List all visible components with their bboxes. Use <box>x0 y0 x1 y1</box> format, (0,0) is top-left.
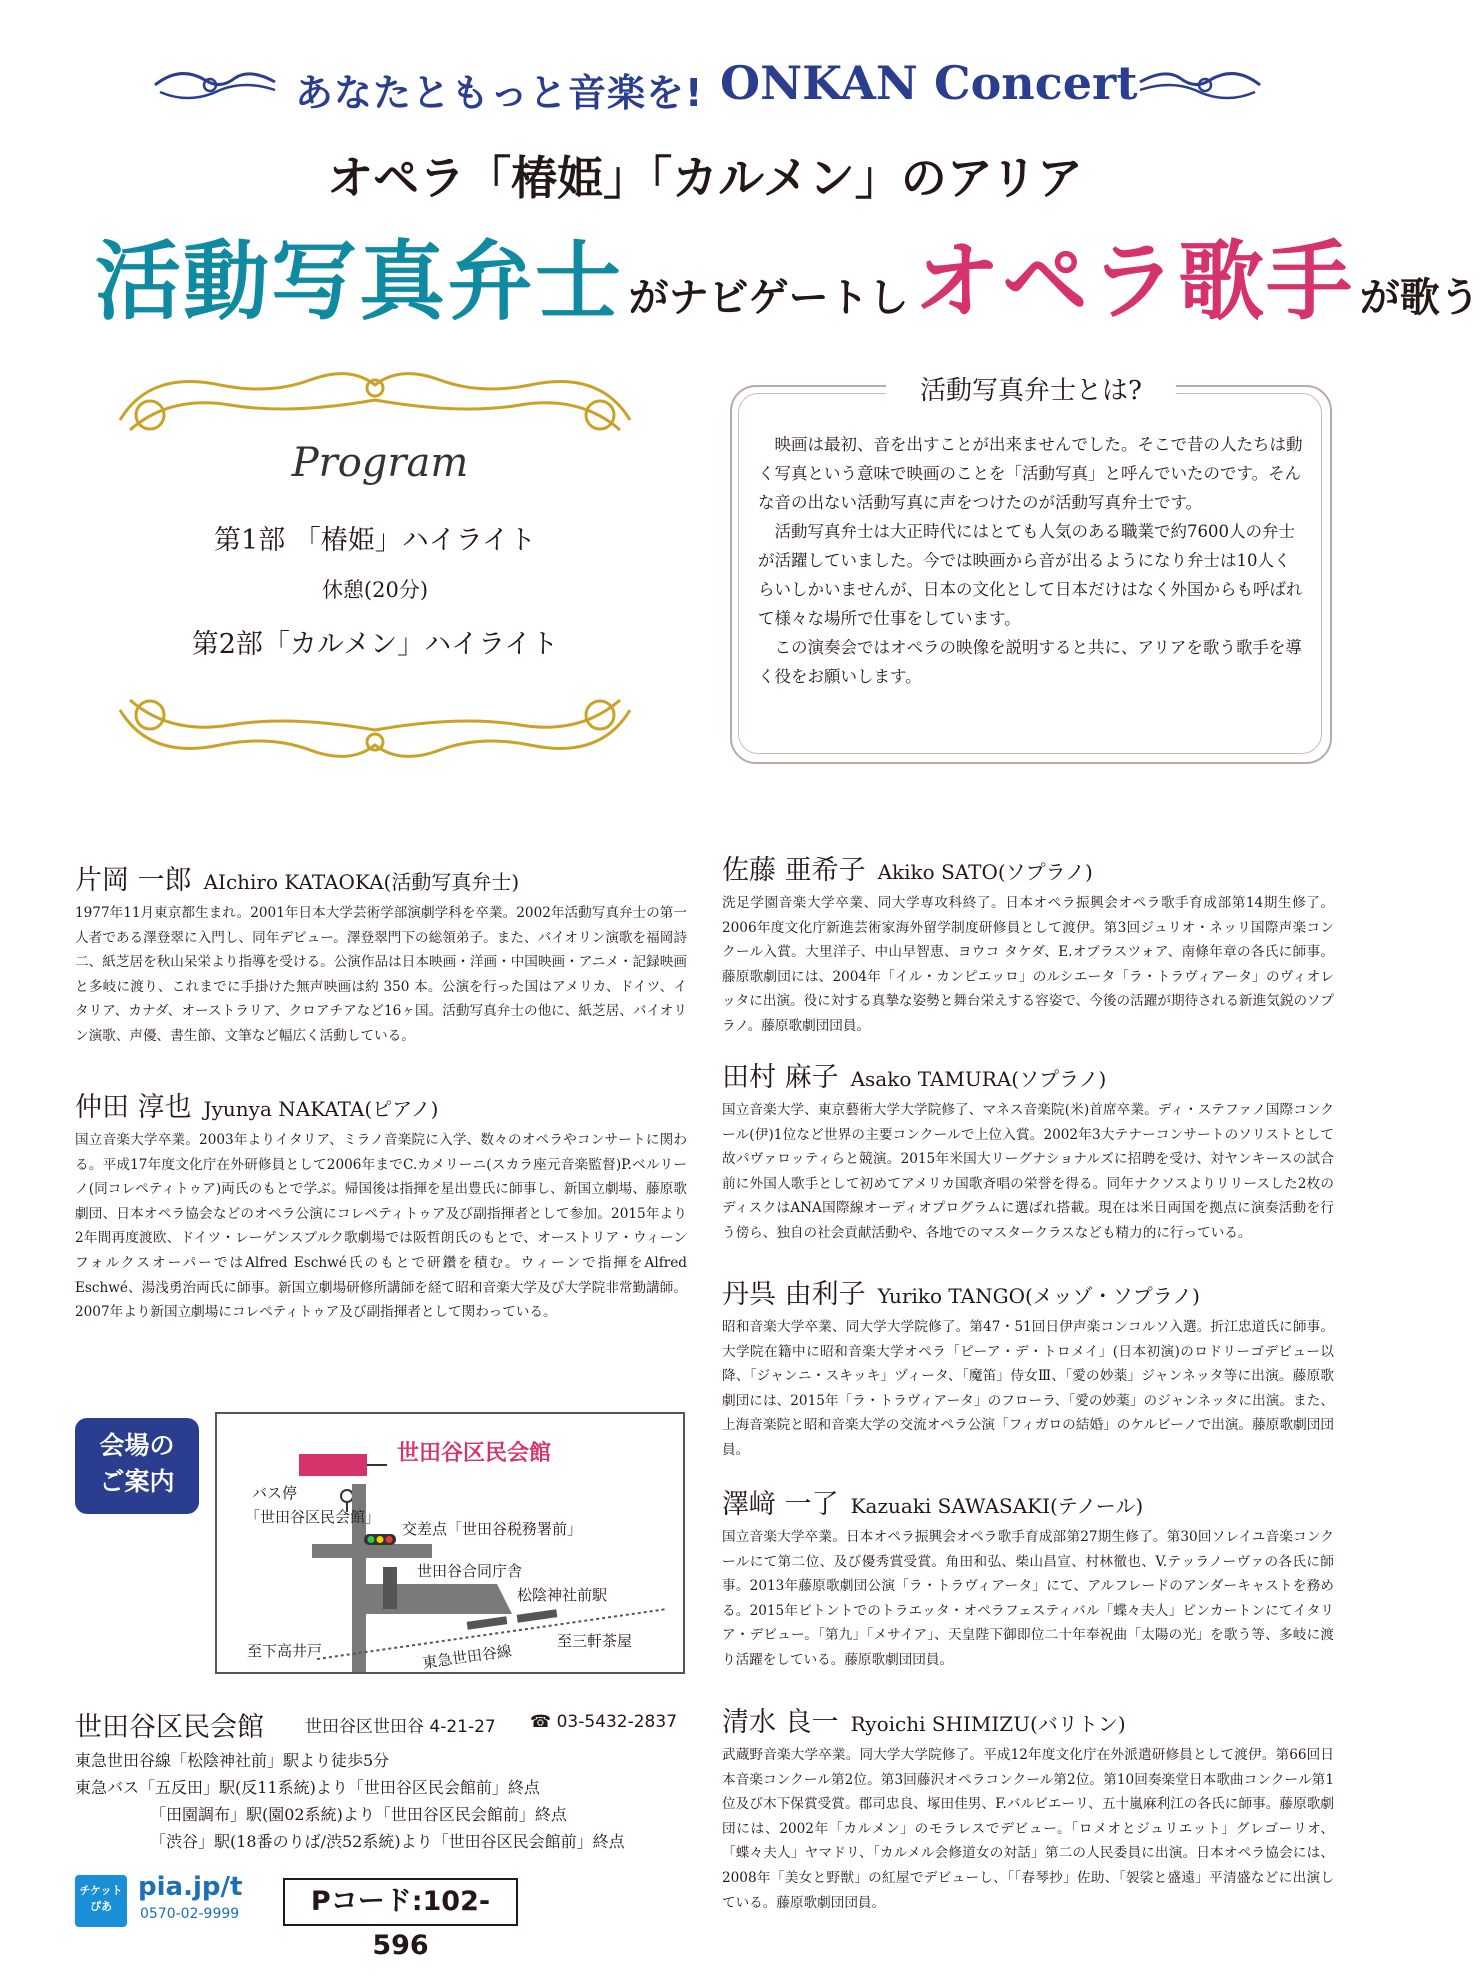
performer-tamura <box>722 1055 1334 1246</box>
access-line: 「田園調布」駅(園02系統)より「世田谷区民会館前」終点 <box>150 1805 567 1824</box>
name-jp: 澤﨑 一了 <box>722 1489 839 1520</box>
headline-opera-singer: オペラ歌手 <box>914 232 1355 332</box>
benshi-paragraph: 映画は最初、音を出すことが出来ませんでした。そこで昔の人たちは動く写真という意味で映画のことを「活動写真」と呼んでいたのです。そんな音の出ない活動写真に声をつけたのが活動写真弁士です。 <box>758 435 1303 512</box>
map-bus-stop-label: バス停 <box>252 1484 298 1502</box>
name-en: Akiko SATO(ソプラノ) <box>877 860 1093 884</box>
performer-bio: 国立音楽大学卒業。2003年よりイタリア、ミラノ音楽院に入学、数々のオペラやコンサートに関わる。平成17年度文化庁在外研修員として2006年までC.カメリーニ(スカラ座元音楽監督)P.ベルリーノ(同コレペティトゥア)両氏のもとで学ぶ。帰国後は指揮を星出豊氏に師事し、新国立劇場、藤原歌劇団、日本オペラ協会などのオペラ公演にコレペティトゥア及び副指揮者として参加。2015年より2年間再度渡欧、ドイツ・レーゲンスブルク歌劇場では阪哲朗氏のもとで、オーストリア・ウィーンフォルクスオーパーではAlfred Eschwé氏のもとで研鑽を積む。ウィーンで指揮をAlfred Eschwé、湯浅勇治両氏に師事。新国立劇場研修所講師を経て昭和音楽大学及び大学院非常勤講師。2007年より新国立劇場にコレペティトゥア及び副指揮者として関わっている。 <box>75 1132 687 1321</box>
map-east-label: 至三軒茶屋 <box>557 1632 633 1650</box>
access-line: 東急世田谷線「松陰神社前」駅より徒歩5分 <box>75 1751 390 1770</box>
map-bus-stop-name: 「世田谷区民会館」 <box>245 1508 381 1526</box>
venue-phone: ☎ 03-5432-2837 <box>530 1712 678 1732</box>
bus-stop-marker <box>341 1490 353 1502</box>
performer-bio: 1977年11月東京都生まれ。2001年日本大学芸術学部演劇学科を卒業。2002年活動写真弁士の第一人者である澤登翠に入門し、同年デビュー。澤登翠門下の総領弟子。また、バイオリン演歌を福岡詩二、紙芝居を秋山呆栄より指導を受ける。公演作品は日本映画・洋画・中国映画・アニメ・記録映画と多岐に渡り、これまでに手掛けた無声映画は約 350 本。公演を行った国はアメリカ、ドイツ、イタリア、カナダ、オーストラリア、クロアチアなど16ヶ国。活動写真弁士の他に、紙芝居、バイオリン演歌、声優、書生節、文筆など幅広く活動している。 <box>75 905 687 1044</box>
name-jp: 佐藤 亜希子 <box>722 855 866 886</box>
venue-map <box>215 1412 685 1674</box>
map-west-label: 至下高井戸 <box>247 1642 323 1660</box>
logo-text: ぴあ <box>90 1900 112 1913</box>
performer-name <box>722 1700 1334 1739</box>
name-en: AIchiro KATAOKA(活動写真弁士) <box>203 870 520 894</box>
access-line: 東急バス「五反田」駅(反11系統)より「世田谷区民会館前」終点 <box>75 1778 540 1797</box>
performer-name <box>722 1272 1334 1311</box>
p-code-box: Pコード:102-596 <box>283 1878 518 1926</box>
performer-kataoka <box>75 858 687 1049</box>
map-hall-label: 世田谷区民会館 <box>397 1441 552 1466</box>
subtitle: オペラ「椿姫」「カルメン」のアリア <box>327 151 1083 205</box>
logo-text: チケット <box>79 1884 123 1897</box>
performer-shimizu <box>722 1700 1334 1915</box>
venue-address: 世田谷区世田谷 4-21-27 <box>305 1717 496 1737</box>
ticket-pia-logo <box>75 1875 127 1927</box>
performer-nakata <box>75 1085 687 1325</box>
headline-navigate: がナビゲートし <box>628 275 909 321</box>
map-station-label: 松陰神社前駅 <box>517 1586 608 1604</box>
station-platform <box>467 1616 508 1629</box>
map-line-label: 東急世田谷線 <box>421 1641 513 1673</box>
headline-benshi: 活動写真弁士 <box>95 232 623 332</box>
benshi-paragraph: この演奏会ではオペラの映像を説明すると共に、アリアを歌う歌手を導く役をお願いします。 <box>758 638 1302 686</box>
performer-name <box>75 1085 687 1124</box>
headline-sings: が歌う <box>1359 275 1480 321</box>
performer-bio: 武蔵野音楽大学卒業。同大学大学院修了。平成12年度文化庁在外派遣研修員として渡伊。第66回日本音楽コンクール第2位。第3回藤沢オペラコンクール第2位。第10回奏楽堂日本歌曲コンクール第1位及び木下保賞受賞。郡司忠良、塚田佳男、F.バルビエーリ、五十嵐麻利江の各氏に師事。藤原歌劇団には、2002年「カルメン」のモラレスでデビュー。「ロメオとジュリエット」グレゴーリオ、「蝶々夫人」ヤマドリ、「カルメル会修道女の対話」第二の人民委員に出演。日本オペラ協会には、2008年「美女と野獣」の紅屋でデビューし、「「春琴抄」佐助、「袈裟と盛遠」平清盛などに出演している。藤原歌劇団団員。 <box>722 1747 1334 1911</box>
performer-tango <box>722 1272 1334 1463</box>
performer-name <box>75 858 687 897</box>
name-jp: 田村 麻子 <box>722 1062 839 1093</box>
name-en: Ryoichi SHIMIZU(バリトン) <box>850 1712 1126 1736</box>
program-gold-frame <box>110 360 640 770</box>
left-flourish-ornament <box>150 60 280 110</box>
concert-name: ONKAN Concert <box>720 56 1138 110</box>
name-jp: 片岡 一郎 <box>75 865 192 896</box>
name-en: Asako TAMURA(ソプラノ) <box>850 1067 1107 1091</box>
cross-road <box>312 1544 432 1558</box>
performer-sato <box>722 848 1334 1039</box>
program-part2: 第2部「カルメン」ハイライト <box>191 629 559 660</box>
performer-sawasaki <box>722 1482 1334 1673</box>
name-jp: 丹呉 由利子 <box>722 1279 866 1310</box>
right-flourish-ornament <box>1135 60 1265 110</box>
performer-name <box>722 1482 1334 1521</box>
hall-building <box>299 1454 367 1476</box>
program-part1: 第1部 「椿姫」ハイライト <box>214 525 536 556</box>
benshi-description <box>758 430 1303 691</box>
pia-url[interactable]: pia.jp/t <box>138 1872 243 1902</box>
venue-name: 世田谷区民会館 <box>75 1712 264 1743</box>
program-title: Program <box>291 440 469 486</box>
program-break: 休憩(20分) <box>321 578 429 602</box>
name-en: Kazuaki SAWASAKI(テノール) <box>850 1494 1144 1518</box>
venue-guide-badge <box>75 1418 199 1514</box>
benshi-paragraph: 活動写真弁士は大正時代にはとても人気のある職業で約7600人の弁士が活躍していました。今では映画から音が出るようになり弁士は10人くらいしかいませんが、日本の文化として日本だけはなく外国からも呼ばれて様々な場所で仕事をしています。 <box>758 522 1303 628</box>
performer-bio: 昭和音楽大学卒業、同大学大学院修了。第47・51回日伊声楽コンコルソ入選。折江忠道氏に師事。大学院在籍中に昭和音楽大学オペラ「ピーア・デ・トロメイ」(日本初演)のロドリーゴデビュー以降、「ジャンニ・スキッキ」ヅィータ、「魔笛」侍女Ⅲ、「愛の妙薬」ジャンネッタ等に出演。藤原歌劇団には、2015年「ラ・トラヴィアータ」のフローラ、「愛の妙薬」のジャンネッタに出演。また、上海音楽院と昭和音楽大学の交流オペラ公演「フィガロの結婚」のケルビーノで出演。藤原歌劇団団員。 <box>722 1319 1334 1458</box>
name-jp: 清水 良一 <box>722 1707 839 1738</box>
access-line: 「渋谷」駅(18番のりば/渋52系統)より「世田谷区民会館前」終点 <box>150 1832 625 1851</box>
government-office <box>383 1567 397 1609</box>
performer-bio: 洗足学園音楽大学卒業、同大学専攻科終了。日本オペラ振興会オペラ歌手育成部第14期生修了。2006年度文化庁新進芸術家海外留学制度研修員として渡伊。第3回ジュリオ・ネッリ国際声楽コンクール入賞。大里洋子、中山早智恵、ヨウコ タケダ、E.オブラスツォア、南條年章の各氏に師事。 藤原歌劇団には、2004年「イル・カンピエッロ」のルシエータ「ラ・トラヴィアータ」のヴィオレッタに出演。役に対する真摯な姿勢と舞台栄えする容姿で、今後の活躍が期待される新進気鋭のソプラノ。藤原歌劇団団員。 <box>722 895 1334 1034</box>
performer-bio: 国立音楽大学卒業。日本オペラ振興会オペラ歌手育成部第27期生修了。第30回ソレイユ音楽コンクールにて第二位、及び優秀賞受賞。角田和弘、柴山昌宣、村林徹也、V.テッラノーヴァの各氏に師事。2013年藤原歌劇団公演「ラ・トラヴィアータ」にて、アルフレードのアンダーキャストを務める。2015年ビトントでのトラエッタ・オペラフェスティバル「蝶々夫人」ピンカートンにてイタリア・デビュー。「第九」「メサイア」、天皇陛下御即位二十年奉祝曲「太陽の光」を歌う等、多岐に渡り活躍をしている。藤原歌劇団団員。 <box>722 1529 1334 1668</box>
tagline: あなたともっと音楽を! <box>295 71 704 115</box>
map-crossing-label: 交差点「世田谷税務署前」 <box>402 1520 583 1538</box>
performer-name <box>722 1055 1334 1094</box>
name-jp: 仲田 淳也 <box>75 1092 192 1123</box>
map-office-label: 世田谷合同庁舎 <box>417 1562 523 1580</box>
performer-name <box>722 848 1334 887</box>
badge-line: ご案内 <box>99 1467 175 1496</box>
badge-line: 会場の <box>99 1431 175 1460</box>
name-en: Jyunya NAKATA(ピアノ) <box>203 1097 439 1121</box>
benshi-title: 活動写真弁士とは? <box>920 376 1142 406</box>
headline <box>95 212 1480 336</box>
performer-bio: 国立音楽大学、東京藝術大学大学院修了、マネス音楽院(米)首席卒業。ディ・ステファノ国際コンクール(伊)1位など世界の主要コンクールで上位入賞。2002年3大テナーコンサートのソリストとして故パヴァロッティらと競演。2015年米国大リーグナショナルズに招聘を受け、対ヤンキースの試合前に外国人歌手として初めてアメリカ国歌斉唱の栄誉を得る。同年ナクソスよりリリースした2枚のディスクはANA国際線オーディオプログラムに選ばれ搭載。現在は米日両国を拠点に演奏活動を行う傍ら、独自の社会貢献活動や、各地でのマスタークラスなども精力的に行っている。 <box>722 1102 1334 1241</box>
pia-phone: 0570-02-9999 <box>140 1906 240 1922</box>
name-en: Yuriko TANGO(メッゾ・ソプラノ) <box>877 1284 1200 1308</box>
